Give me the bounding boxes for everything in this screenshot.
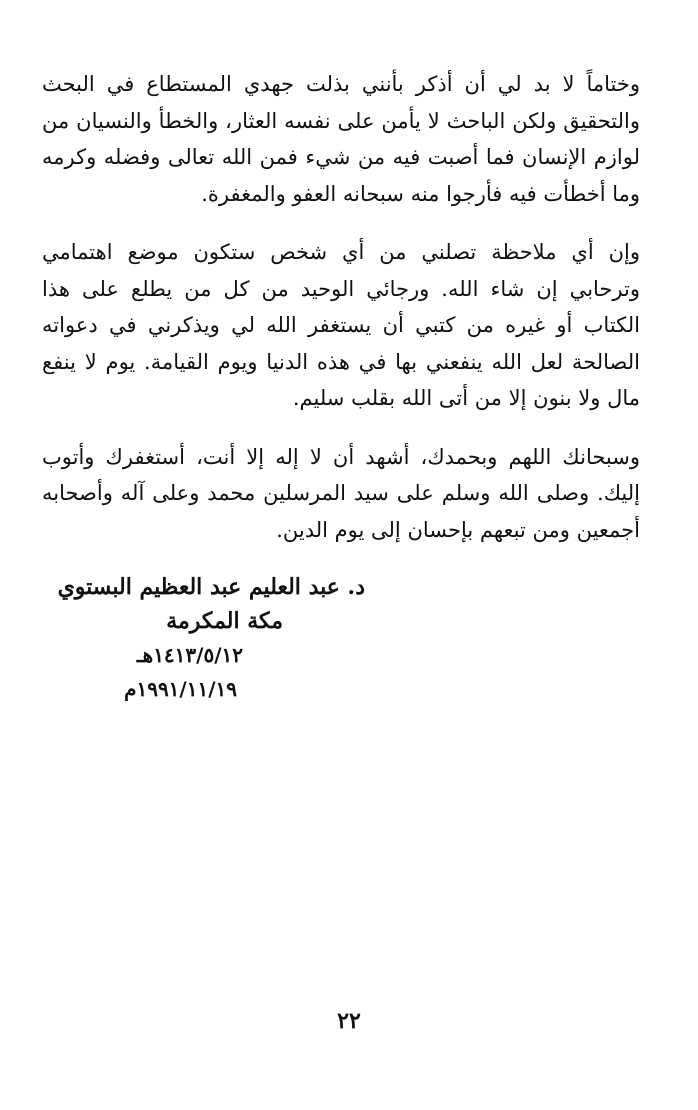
signature-block	[42, 570, 640, 706]
closing-paragraph: وختاماً لا بد لي أن أذكر بأنني بذلت جهدي المستطاع في البحث والتحقيق ولكن الباحث لا يأمن على نفسه العثار، والخطأ والنسيان من لوازم الإنسان فما أصبت فيه من شيء فمن الله تعالى وفضله وكرمه وما أخطأت فيه فأرجوا منه سبحانه العفو والمغفرة.	[42, 72, 640, 206]
hijri-date: ١٤١٣/٥/١٢هـ	[136, 643, 243, 667]
page-number: ٢٢	[337, 1008, 361, 1034]
author-name: د. عبد العليم عبد العظيم البستوي	[57, 574, 365, 600]
gregorian-date: ١٩٩١/١١/١٩م	[124, 677, 237, 701]
signature-city: مكة المكرمة	[166, 608, 283, 634]
prayer-paragraph: وسبحانك اللهم وبحمدك، أشهد أن لا إله إلا أنت، أستغفرك وأتوب إليك. وصلى الله وسلم على سيد المرسلين محمد وعلى آله وأصحابه أجمعين ومن تبعهم بإحسان إلى يوم الدين.	[42, 444, 640, 542]
feedback-paragraph: وإن أي ملاحظة تصلني من أي شخص ستكون موضع اهتمامي وترحابي إن شاء الله. ورجائي الوحيد من كل من يطلع على هذا الكتاب أو غيره من كتبي أن يستغفر الله لي ويذكرني في دعواته الصالحة لعل الله ينفعني بها في هذه الدنيا ويوم القيامة. يوم لا ينفع مال ولا بنون إلا من أتى الله بقلب سليم.	[42, 240, 640, 410]
